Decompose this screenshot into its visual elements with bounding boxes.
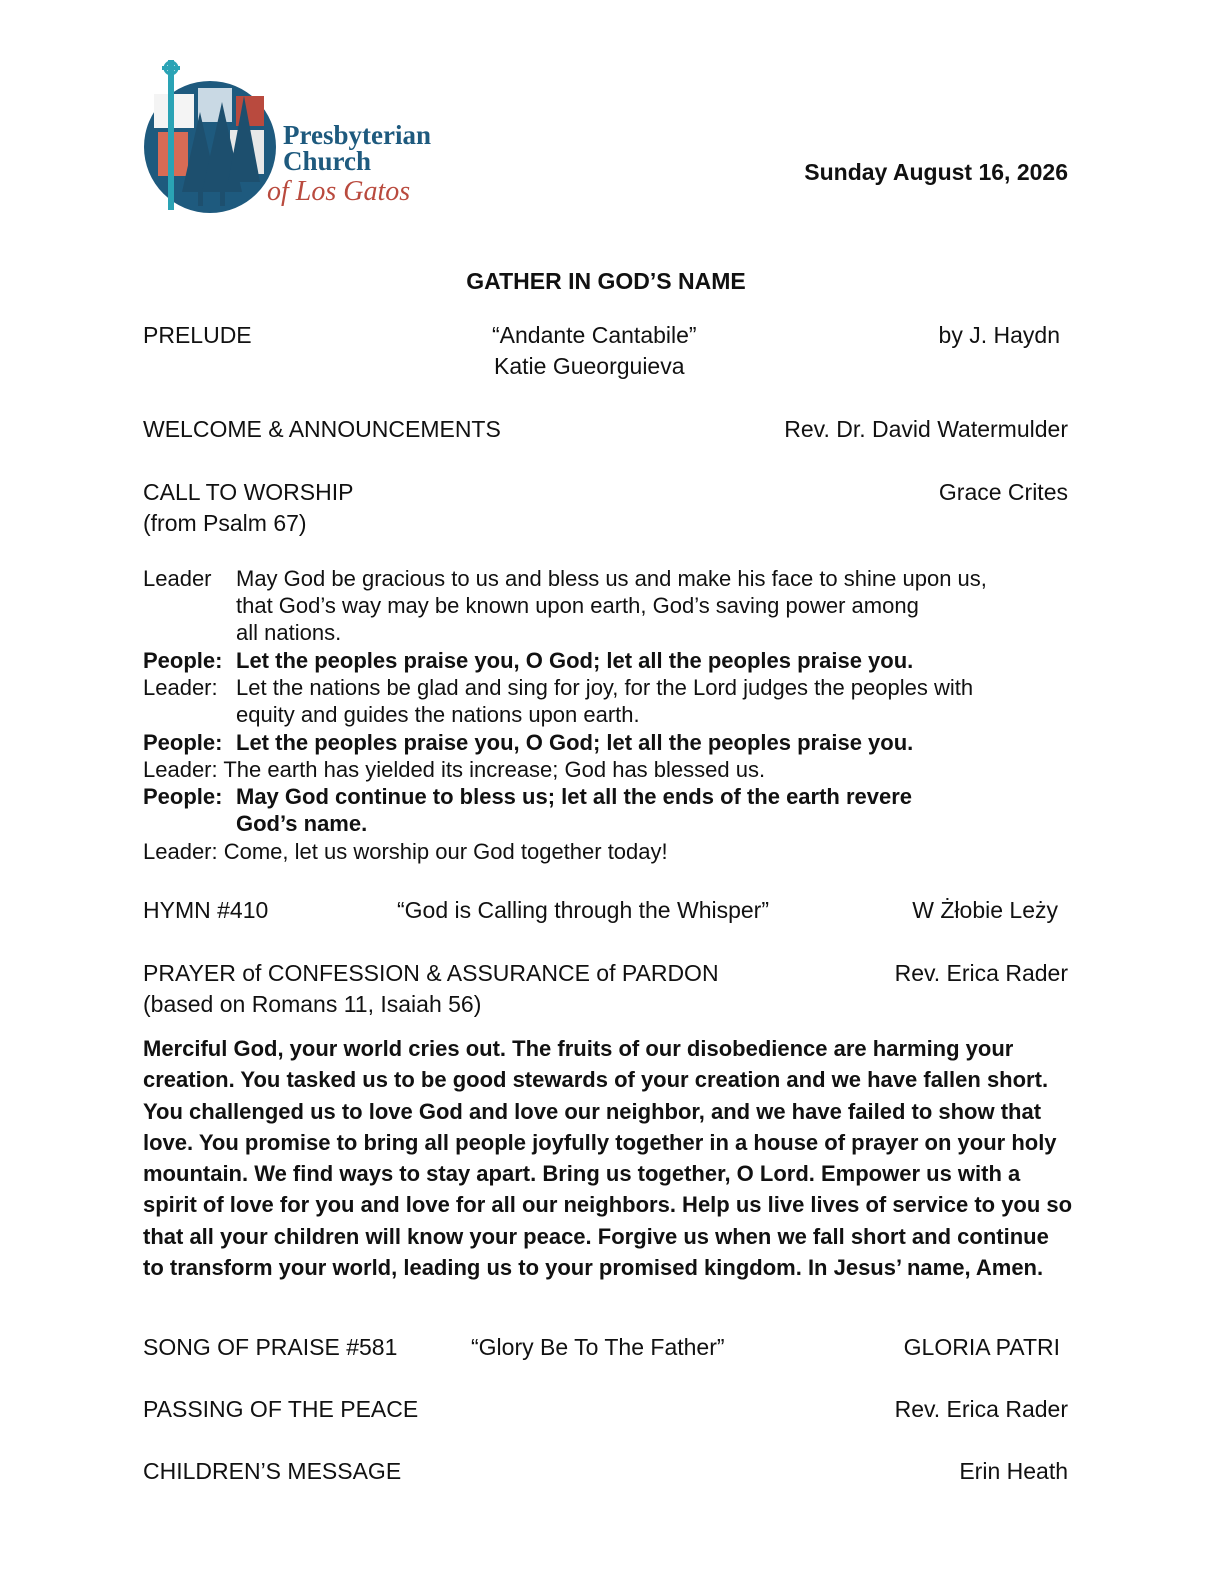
people-line: Let the peoples praise you, O God; let all the peoples praise you. bbox=[236, 648, 914, 673]
leader-line: Let the nations be glad and sing for joy, for the Lord judges the peoples with bbox=[236, 675, 974, 700]
hymn-label: HYMN #410 bbox=[143, 897, 269, 923]
children-leader: Erin Heath bbox=[959, 1458, 1068, 1484]
prelude-title: “Andante Cantabile” bbox=[492, 322, 697, 348]
peace-label: PASSING OF THE PEACE bbox=[143, 1396, 419, 1422]
prelude-label: PRELUDE bbox=[143, 322, 252, 348]
logo-line-3: of Los Gatos bbox=[267, 176, 411, 207]
welcome-leader: Rev. Dr. David Watermulder bbox=[784, 416, 1068, 442]
leader-line: Leader: Come, let us worship our God together today! bbox=[143, 839, 668, 864]
peace-leader: Rev. Erica Rader bbox=[894, 1396, 1068, 1422]
leader-line: all nations. bbox=[236, 620, 342, 645]
call-label: CALL TO WORSHIP bbox=[143, 479, 354, 505]
logo-line-1: Presbyterian bbox=[283, 120, 431, 150]
children-label: CHILDREN’S MESSAGE bbox=[143, 1458, 402, 1484]
confession-leader: Rev. Erica Rader bbox=[894, 960, 1068, 986]
speaker-people: People: bbox=[143, 648, 223, 673]
speaker-people: People: bbox=[143, 784, 223, 809]
call-leader: Grace Crites bbox=[938, 479, 1068, 505]
speaker-people: People: bbox=[143, 730, 223, 755]
prelude-performer: Katie Gueorguieva bbox=[494, 353, 685, 379]
welcome-label: WELCOME & ANNOUNCEMENTS bbox=[143, 416, 501, 442]
confession-label: PRAYER of CONFESSION & ASSURANCE of PARDON bbox=[143, 960, 719, 986]
service-date: Sunday August 16, 2026 bbox=[804, 159, 1068, 185]
song-label: SONG OF PRAISE #581 bbox=[143, 1334, 398, 1360]
hymn-title: “God is Calling through the Whisper” bbox=[397, 897, 769, 923]
church-logo bbox=[140, 52, 440, 222]
speaker-leader: Leader bbox=[143, 566, 212, 591]
prayer-of-confession-text: Merciful God, your world cries out. The fruits of our disobedience are harming your creation. You tasked us to be good stewards of your creation and we have fallen short. You challenged us to love God and love our neighbor, and we have failed to show that love. You promise to bring all people joyfully together in a house of prayer on your holy mountain. We find ways to stay apart. Bring us together, O Lord. Empower us with a spirit of love for you and love for all our neighbors. Help us live lives of service to you so that all your children will know your peace. Forgive us when we fall short and continue to transform your world, leading us to your promised kingdom. In Jesus’ name, Amen. bbox=[143, 1036, 1073, 1281]
leader-line: May God be gracious to us and bless us and make his face to shine upon us, bbox=[236, 566, 987, 591]
logo-line-2: Church bbox=[283, 146, 372, 176]
leader-line: Leader: The earth has yielded its increase; God has blessed us. bbox=[143, 757, 766, 782]
song-title: “Glory Be To The Father” bbox=[471, 1334, 725, 1360]
prelude-composer: by J. Haydn bbox=[938, 322, 1060, 348]
people-line: God’s name. bbox=[236, 811, 368, 836]
people-line: Let the peoples praise you, O God; let all the peoples praise you. bbox=[236, 730, 914, 755]
section-heading: GATHER IN GOD’S NAME bbox=[466, 268, 746, 294]
confession-source: (based on Romans 11, Isaiah 56) bbox=[143, 991, 482, 1017]
song-tune: GLORIA PATRI bbox=[903, 1334, 1060, 1360]
speaker-leader: Leader: bbox=[143, 675, 218, 700]
hymn-tune: W Żłobie Leży bbox=[912, 897, 1058, 923]
leader-line: that God’s way may be known upon earth, God’s saving power among bbox=[236, 593, 919, 618]
call-source: (from Psalm 67) bbox=[143, 510, 307, 536]
leader-line: equity and guides the nations upon earth. bbox=[236, 702, 640, 727]
people-line: May God continue to bless us; let all the ends of the earth revere bbox=[236, 784, 913, 809]
